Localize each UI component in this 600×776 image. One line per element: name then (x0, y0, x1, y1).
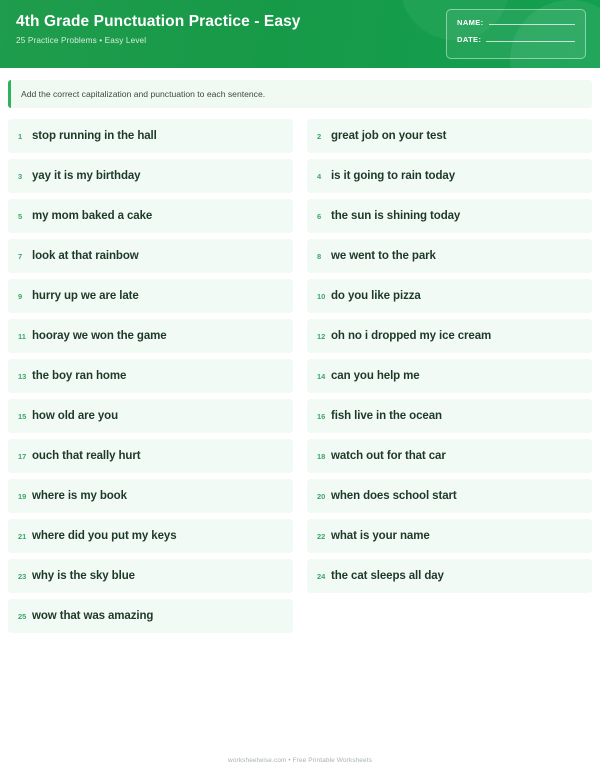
problem-number: 17 (18, 451, 27, 461)
problem-number: 16 (317, 411, 326, 421)
problem-text: great job on your test (331, 130, 447, 142)
problem-item[interactable] (307, 479, 592, 513)
problem-item[interactable] (8, 479, 293, 513)
name-label: NAME: (457, 18, 484, 27)
problem-item[interactable] (8, 119, 293, 153)
problem-number: 12 (317, 331, 326, 341)
problem-number: 25 (18, 611, 27, 621)
problem-text: yay it is my birthday (32, 170, 141, 182)
problem-number: 1 (18, 131, 23, 141)
problem-item[interactable] (8, 559, 293, 593)
problem-number: 23 (18, 571, 27, 581)
problem-number: 21 (18, 531, 27, 541)
problem-item[interactable] (307, 399, 592, 433)
problem-number: 14 (317, 371, 326, 381)
problem-item[interactable] (8, 399, 293, 433)
problem-text: how old are you (32, 410, 119, 422)
problem-item[interactable] (8, 159, 293, 193)
problem-item[interactable] (8, 359, 293, 393)
problems-grid (8, 119, 592, 633)
problem-number: 8 (317, 251, 322, 261)
date-input-line[interactable] (486, 41, 575, 42)
problem-number: 19 (18, 491, 27, 501)
problem-number: 18 (317, 451, 326, 461)
problem-text: look at that rainbow (32, 250, 139, 262)
instructions-text: Add the correct capitalization and punctuation to each sentence. (21, 89, 266, 99)
problem-number: 13 (18, 371, 27, 381)
problem-item[interactable] (307, 319, 592, 353)
problem-number: 24 (317, 571, 326, 581)
problem-text: is it going to rain today (331, 170, 456, 182)
problem-text: can you help me (331, 370, 420, 382)
problem-number: 4 (317, 171, 322, 181)
problem-text: wow that was amazing (32, 610, 154, 622)
problem-item[interactable] (8, 199, 293, 233)
page-title: 4th Grade Punctuation Practice - Easy (16, 13, 301, 30)
problem-text: where did you put my keys (32, 530, 177, 542)
problem-number: 7 (18, 251, 23, 261)
problem-text: ouch that really hurt (32, 450, 141, 462)
problem-item[interactable] (8, 519, 293, 553)
problem-item[interactable] (8, 279, 293, 313)
problem-item[interactable] (307, 359, 592, 393)
problem-number: 22 (317, 531, 326, 541)
name-input-line[interactable] (489, 24, 575, 25)
problem-text: the sun is shining today (331, 210, 461, 222)
problem-item[interactable] (307, 239, 592, 273)
problem-number: 10 (317, 291, 326, 301)
problem-number: 20 (317, 491, 326, 501)
problem-text: the boy ran home (32, 370, 127, 382)
worksheet-header (0, 0, 600, 68)
footer (0, 757, 600, 764)
problem-number: 9 (18, 291, 23, 301)
problem-number: 3 (18, 171, 23, 181)
problem-item[interactable] (307, 559, 592, 593)
problem-text: oh no i dropped my ice cream (331, 330, 492, 342)
problem-text: my mom baked a cake (32, 210, 153, 222)
problem-number: 2 (317, 131, 322, 141)
problem-item[interactable] (8, 439, 293, 473)
date-label: DATE: (457, 35, 482, 44)
date-field-row[interactable] (457, 35, 575, 44)
problem-item[interactable] (307, 159, 592, 193)
problem-item[interactable] (307, 439, 592, 473)
problem-text: where is my book (32, 490, 127, 502)
header-text-group (16, 13, 301, 45)
problem-text: hooray we won the game (32, 330, 167, 342)
problem-item[interactable] (8, 239, 293, 273)
problem-item[interactable] (307, 119, 592, 153)
problem-text: fish live in the ocean (331, 410, 442, 422)
problem-text: the cat sleeps all day (331, 570, 444, 582)
page-subtitle: 25 Practice Problems • Easy Level (16, 36, 147, 46)
problem-number: 11 (18, 331, 26, 341)
problem-text: what is your name (331, 530, 430, 542)
problem-text: stop running in the hall (32, 130, 157, 142)
name-date-box (446, 9, 586, 59)
problem-item[interactable] (307, 519, 592, 553)
problem-text: watch out for that car (331, 450, 446, 462)
problem-item[interactable] (307, 279, 592, 313)
problem-text: we went to the park (331, 250, 436, 262)
instructions-banner (8, 80, 592, 108)
footer-text: worksheetwise.com • Free Printable Worksheets (228, 757, 372, 764)
problem-text: hurry up we are late (32, 290, 139, 302)
problem-text: why is the sky blue (32, 570, 135, 582)
problem-text: when does school start (331, 490, 457, 502)
problem-item[interactable] (8, 319, 293, 353)
name-field-row[interactable] (457, 18, 575, 27)
problem-item[interactable] (307, 199, 592, 233)
problem-text: do you like pizza (331, 290, 421, 302)
problem-number: 5 (18, 211, 23, 221)
problem-number: 15 (18, 411, 27, 421)
problem-item-placeholder (307, 599, 592, 633)
problem-item[interactable] (8, 599, 293, 633)
problem-number: 6 (317, 211, 322, 221)
